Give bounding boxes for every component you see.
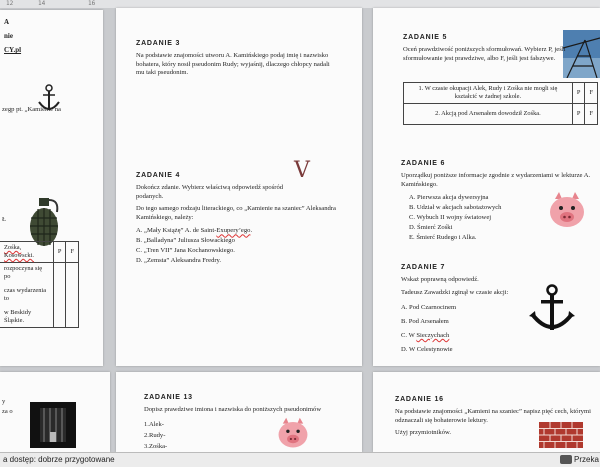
- page-task-13: [116, 372, 362, 452]
- check-mark: V: [294, 158, 310, 183]
- page-left-partial: [0, 10, 103, 366]
- answer-f[interactable]: F: [585, 83, 598, 104]
- answer-f[interactable]: F: [585, 104, 598, 125]
- answer-p[interactable]: [53, 263, 66, 328]
- option-d[interactable]: D. „Zemsta” Aleksandra Fredry.: [136, 256, 222, 264]
- text-fragment: w Beskidy Śląskie.: [4, 309, 32, 324]
- list-item[interactable]: A. Pierwsza akcja dywersyjna: [409, 194, 489, 202]
- task-text: Do tego samego rodzaju literackiego, co „Kamienie na szaniec” Aleksandra Kamińskiego, należy:: [136, 205, 336, 221]
- list-item[interactable]: E. Śmierć Rudego i Alka.: [409, 233, 477, 241]
- option-text: A. „Mały Książę” A. de Saint-: [136, 227, 217, 235]
- true-false-table: [0, 241, 79, 328]
- page-tasks-3-4: [116, 8, 362, 366]
- option-text: C. W: [401, 331, 415, 339]
- table-row-text: [404, 83, 573, 104]
- pig-icon: [547, 190, 587, 230]
- task-text: Dokończ zdanie. Wybierz właściwą odpowiedź spośród podanych.: [136, 184, 284, 200]
- option-text: Exupery’ego: [216, 227, 251, 235]
- text-fragment: Zośka, Kosowscki.: [4, 244, 34, 259]
- text-fragment: Ł: [2, 216, 6, 223]
- text-fragment: za o: [2, 408, 13, 415]
- answer-p[interactable]: P: [572, 83, 585, 104]
- task-title: ZADANIE 16: [395, 396, 444, 403]
- view-label[interactable]: Przeka: [574, 455, 599, 464]
- page-bottom-left-partial: [0, 372, 110, 452]
- ruler-mark: 12: [6, 0, 14, 7]
- page-task-16: [373, 372, 600, 452]
- status-bar: [0, 452, 600, 467]
- option-d[interactable]: D. W Celestynowie: [401, 345, 453, 353]
- list-item[interactable]: C. Wybuch II wojny światowej: [409, 213, 492, 221]
- option-text: Sieczychach: [416, 331, 450, 339]
- table-row-text: [404, 104, 573, 125]
- task-text: Uporządkuj poniższe informacje zgodnie z wydarzeniami w lekturze A. Kamińskiego.: [401, 172, 591, 188]
- task-text: Dopisz prawdziwe imiona i nazwiska do poniższych pseudonimów: [144, 406, 322, 413]
- list-item[interactable]: 3.Zośka-: [144, 442, 168, 450]
- true-false-table: [403, 82, 598, 125]
- list-item[interactable]: B. Udział w akcjach sabotażowych: [409, 204, 502, 212]
- text-fragment: CY.pl: [4, 46, 22, 54]
- accessibility-status[interactable]: a dostęp: dobrze przygotowane: [3, 455, 115, 464]
- answer-f[interactable]: F: [66, 242, 79, 263]
- row-number: 2.: [435, 110, 440, 117]
- task-title: ZADANIE 4: [136, 172, 181, 179]
- task-text: Użyj przymiotników.: [395, 429, 451, 437]
- comments-icon[interactable]: [560, 455, 572, 464]
- list-item[interactable]: D. Śmierć Zośki: [409, 223, 453, 231]
- task-text: Oceń prawdziwość poniższych sformułowań. Wybierz P, jeśli sformułowanie jest prawdziwe, albo F, jeśli jest fałszywe.: [403, 46, 566, 62]
- option-a[interactable]: A. Pod Czarnocinem: [401, 304, 457, 312]
- photo-image: [30, 402, 76, 448]
- option-a[interactable]: [136, 226, 336, 236]
- row-text: Akcją pod Arsenałem dowodził Zośka.: [441, 110, 541, 117]
- anchor-icon: [529, 284, 575, 336]
- task-title: ZADANIE 13: [144, 394, 193, 401]
- ruler-mark: 16: [88, 0, 96, 7]
- task-text: Na podstawie znajomości „Kamieni na szaniec” napisz pięć cech, którymi odznaczali się bohaterowie lektury.: [395, 408, 591, 424]
- sky-photo-icon: [563, 30, 600, 78]
- table-cell: [0, 263, 53, 328]
- text-fragment: y: [2, 398, 6, 405]
- task-text: Tadeusz Zawadzki zginął w czasie akcji:: [401, 288, 509, 296]
- text-fragment: A: [4, 18, 10, 26]
- text-fragment: nie: [4, 32, 13, 40]
- task-title: ZADANIE 3: [136, 40, 181, 47]
- pig-icon: [276, 416, 310, 450]
- task-title: ZADANIE 5: [403, 34, 448, 41]
- table-cell: [0, 242, 53, 263]
- page-tasks-5-7: [373, 8, 600, 366]
- row-text: W czasie okupacji Alek, Rudy i Zośka nie mogli się kształcić w żadnej szkole.: [424, 85, 558, 100]
- option-b[interactable]: B. „Balladyna” Juliusza Słowackiego: [136, 237, 235, 245]
- option-c[interactable]: C. „Tren VII” Jana Kochanowskiego.: [136, 247, 235, 255]
- list-item[interactable]: 2.Rudy-: [144, 431, 166, 439]
- list-item[interactable]: 1.Alek-: [144, 420, 164, 428]
- task-text: Wskaż poprawną odpowiedź.: [401, 276, 479, 283]
- task-text: Na podstawie znajomości utworu A. Kamińskiego podaj imię i nazwisko bohatera, który nosił pseudonim Rudy; wyjaśnij, dlaczego chłopcy nadali mu taki pseudonim.: [136, 52, 330, 77]
- text-fragment: zegp pt. „Kamienie na: [2, 106, 61, 113]
- task-title: ZADANIE 6: [401, 160, 446, 167]
- text-fragment: rozpoczyna się po: [4, 265, 43, 280]
- task-title: ZADANIE 7: [401, 264, 446, 271]
- horizontal-ruler[interactable]: [0, 0, 600, 8]
- answer-p[interactable]: P: [572, 104, 585, 125]
- brick-wall-icon: [539, 422, 583, 448]
- row-number: 1.: [418, 85, 424, 92]
- answer-p[interactable]: P: [53, 242, 66, 263]
- option-b[interactable]: B. Pod Arsenałem: [401, 317, 449, 325]
- option-text: .: [250, 227, 253, 235]
- text-fragment: czas wydarzenia to: [4, 287, 47, 302]
- answer-f[interactable]: [66, 263, 79, 328]
- ruler-mark: 14: [38, 0, 46, 7]
